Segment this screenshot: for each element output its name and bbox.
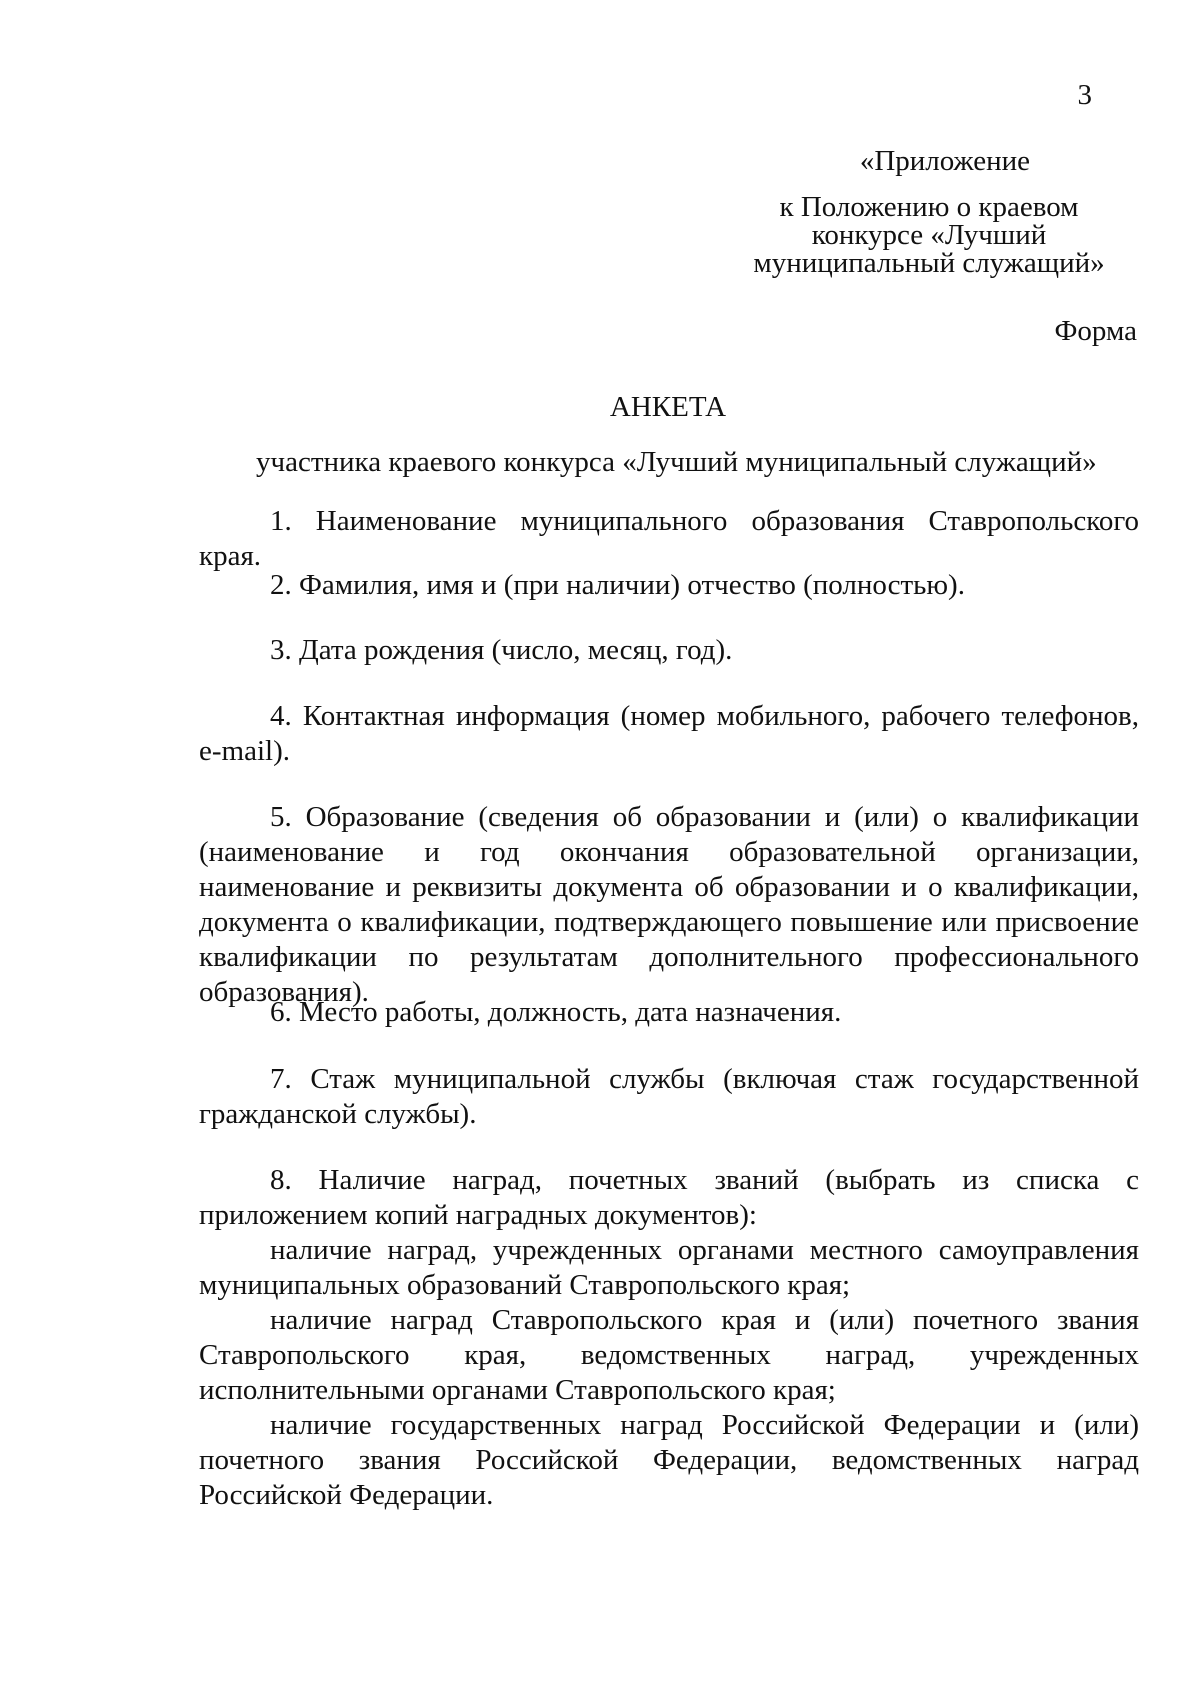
questionnaire-item-8 [199,1163,1139,1513]
questionnaire-item-7 [199,1062,1139,1132]
form-label: Форма [1054,315,1137,347]
questionnaire-item-2 [199,568,1139,603]
item-subparagraph: наличие государственных наград Российской Федерации и (или) почетного звания Российской Федерации, ведомственных наград Российской Федерации. [199,1409,1139,1511]
questionnaire-item-3 [199,633,1139,668]
document-subtitle: участника краевого конкурса «Лучший муниципальный служащий» [256,446,1097,478]
appendix-reference-line: конкурсе «Лучший [811,219,1047,251]
item-paragraph: 3. Дата рождения (число, месяц, год). [270,634,733,666]
item-subparagraph: наличие наград, учрежденных органами местного самоуправления муниципальных образований Ставропольского края; [199,1234,1139,1301]
questionnaire-item-6 [199,995,1139,1030]
questionnaire-item-4 [199,699,1139,769]
questionnaire-item-5 [199,800,1139,1010]
page-number: 3 [1077,79,1092,111]
document-title: АНКЕТА [609,391,727,423]
appendix-reference-line: к Положению о краевом [779,191,1079,223]
item-paragraph: 6. Место работы, должность, дата назначения. [270,996,842,1028]
item-paragraph: 7. Стаж муниципальной службы (включая стаж государственной гражданской службы). [199,1063,1139,1130]
item-subparagraph: наличие наград Ставропольского края и (или) почетного звания Ставропольского края, ведомственных наград, учрежденных исполнительными органами Ставропольского края; [199,1304,1139,1406]
item-paragraph: 1. Наименование муниципального образования Ставропольского края. [199,505,1139,572]
questionnaire-item-1 [199,504,1139,574]
item-paragraph: 4. Контактная информация (номер мобильного, рабочего телефонов, e-mail). [199,700,1139,767]
appendix-reference [0,193,1118,277]
item-paragraph: 8. Наличие наград, почетных званий (выбрать из списка с приложением копий наградных документов): [199,1164,1139,1231]
appendix-reference-line: муниципальный служащий» [753,247,1105,279]
item-paragraph: 5. Образование (сведения об образовании и (или) о квалификации (наименование и год окончания образовательной организации, наименование и реквизиты документа об образовании и о квалификации, документа о квалификации, подтверждающего повышение или присвоение квалификации по результатам дополнительного профессионального образования). [199,801,1139,1008]
item-paragraph: 2. Фамилия, имя и (при наличии) отчество (полностью). [270,569,965,601]
appendix-title: «Приложение [859,145,1030,177]
